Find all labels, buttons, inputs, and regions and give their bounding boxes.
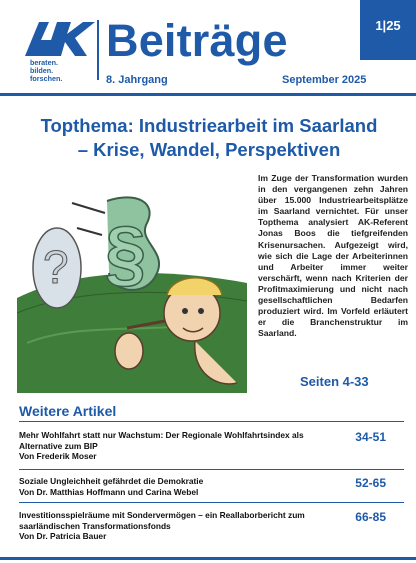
article-title: Investitionsspielräume mit Sondervermögen – ein Reallaborbericht zum saarländischen Transformationsfonds	[19, 510, 305, 531]
article-title: Mehr Wohlfahrt statt nur Wachstum: Der Regionale Wohlfahrtsindex als Alternative zum BIP	[19, 430, 304, 451]
cartoon-illustration	[17, 173, 247, 393]
article-pages: 52-65	[355, 476, 386, 490]
magazine-title: Beiträge	[106, 15, 288, 66]
footer-rule	[0, 557, 416, 560]
logo-tagline: beraten. bilden. forschen.	[30, 58, 63, 83]
article-item[interactable]	[19, 510, 404, 542]
article-pages: 66-85	[355, 510, 386, 524]
article-author: Von Dr. Patricia Bauer	[19, 531, 107, 541]
topthema-headline: Topthema: Industriearbeit im Saarland – Krise, Wandel, Perspektiven	[40, 115, 378, 160]
topthema-pages: Seiten 4-33	[300, 374, 369, 389]
article-item[interactable]	[19, 430, 404, 462]
section-rule	[19, 421, 404, 422]
issue-date: September 2025	[282, 74, 367, 86]
volume-label: 8. Jahrgang	[106, 74, 168, 86]
masthead-divider	[97, 20, 99, 80]
article-author: Von Dr. Matthias Hoffmann und Carina Webel	[19, 486, 199, 497]
topthema-lead: Im Zuge der Transformation wurden in den vergangenen zehn Jahren über 15.000 Industriearbeitsplätze im Saarland vernichtet. Für unser Topthema analysiert AK-Referent Jonas Boos die tiefgreifenden Krisenursachen. Aufgezeigt wird, wie sich die Lage der Arbeiterinnen und Arbeiter immer weiter verschärft, wenn nach Kriterien der Profitmaximierung und nicht nach gesellschaftlichen Bedarfen produziert wird. Im Vorfeld erläutert er die Branchenstruktur im Saarland.	[258, 173, 408, 339]
article-item[interactable]	[19, 476, 404, 497]
article-divider	[19, 469, 404, 470]
article-pages: 34-51	[355, 430, 386, 444]
issue-number-badge: 1|25	[360, 0, 416, 60]
section-heading: Weitere Artikel	[19, 403, 117, 419]
article-title: Soziale Ungleichheit gefährdet die Demokratie	[19, 476, 204, 486]
article-divider	[19, 502, 404, 503]
svg-text:§: §	[105, 211, 147, 294]
header-rule	[0, 93, 416, 96]
svg-text:?: ?	[43, 241, 69, 293]
masthead	[0, 0, 416, 96]
article-author: Von Frederik Moser	[19, 451, 97, 461]
